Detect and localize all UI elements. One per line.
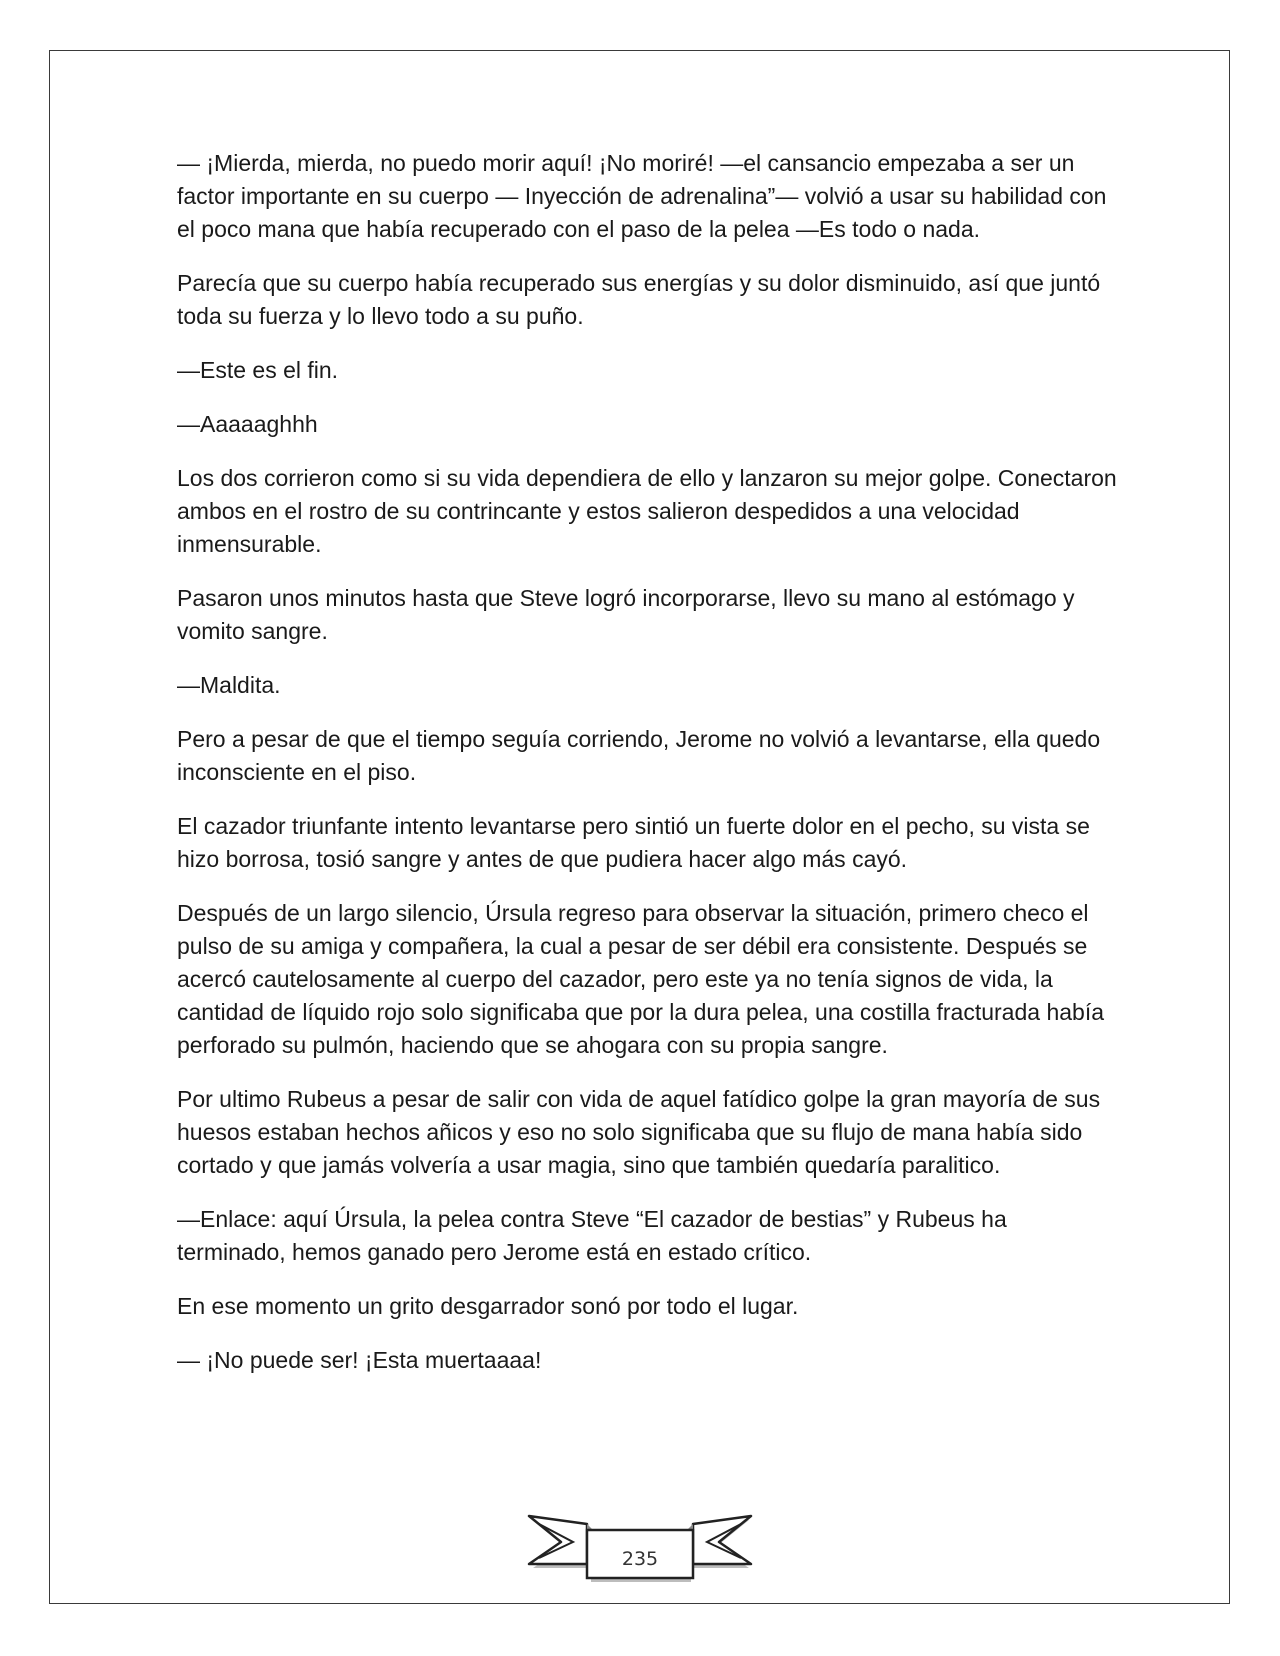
- paragraph: Parecía que su cuerpo había recuperado sus energías y su dolor disminuido, así que juntó toda su fuerza y lo llevo todo a su puño.: [177, 270, 1101, 329]
- paragraph: Por ultimo Rubeus a pesar de salir con vida de aquel fatídico golpe la gran mayoría de sus huesos estaban hechos añicos y eso no solo significaba que su flujo de mana había sido cortado y que jamás volvería a usar magia, sino que también quedaría paralitico.: [177, 1086, 1101, 1178]
- paragraph: — ¡No puede ser! ¡Esta muertaaaa!: [177, 1347, 542, 1373]
- paragraph: Pasaron unos minutos hasta que Steve logró incorporarse, llevo su mano al estómago y vomito sangre.: [177, 585, 1075, 644]
- paragraph: —Maldita.: [177, 672, 281, 698]
- paragraph: — ¡Mierda, mierda, no puedo morir aquí! ¡No moriré! —el cansancio empezaba a ser un factor importante en su cuerpo — Inyección de adrenalina”— volvió a usar su habilidad con el poco mana que había recuperado con el paso de la pelea —Es todo o nada.: [177, 150, 1107, 242]
- paragraph: En ese momento un grito desgarrador sonó por todo el lugar.: [177, 1293, 799, 1319]
- paragraph: —Este es el fin.: [177, 357, 339, 383]
- paragraph: —Enlace: aquí Úrsula, la pelea contra Steve “El cazador de bestias” y Rubeus ha terminado, hemos ganado pero Jerome está en estado crítico.: [177, 1206, 1007, 1265]
- paragraph: Después de un largo silencio, Úrsula regreso para observar la situación, primero checo el pulso de su amiga y compañera, la cual a pesar de ser débil era consistente. Después se acercó cautelosamente al cuerpo del cazador, pero este ya no tenía signos de vida, la cantidad de líquido rojo solo significaba que por la dura pelea, una costilla fracturada había perforado su pulmón, haciendo que se ahogara con su propia sangre.: [177, 900, 1105, 1058]
- page-number: 235: [621, 1548, 659, 1570]
- paragraph: —Aaaaaghhh: [177, 411, 318, 437]
- page-body-text: [177, 147, 1117, 1398]
- paragraph: Los dos corrieron como si su vida dependiera de ello y lanzaron su mejor golpe. Conectaron ambos en el rostro de su contrincante y estos salieron despedidos a una velocidad inmensurable.: [177, 465, 1117, 557]
- paragraph: El cazador triunfante intento levantarse pero sintió un fuerte dolor en el pecho, su vista se hizo borrosa, tosió sangre y antes de que pudiera hacer algo más cayó.: [177, 813, 1090, 872]
- paragraph: Pero a pesar de que el tiempo seguía corriendo, Jerome no volvió a levantarse, ella quedo inconsciente en el piso.: [177, 726, 1101, 785]
